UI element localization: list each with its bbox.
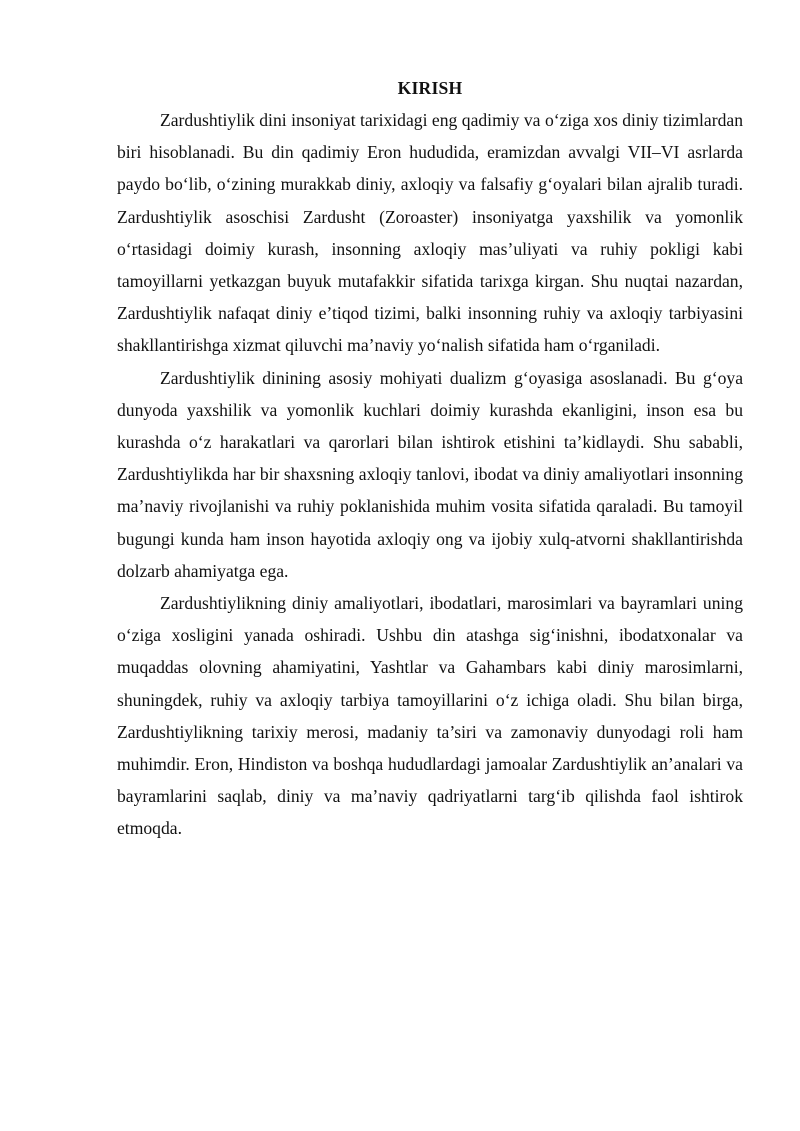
page-title: KIRISH	[397, 78, 463, 98]
paragraph-2: Zardushtiylik dinining asosiy mohiyati dualizm g‘oyasiga asoslanadi. Bu g‘oya dunyoda yaxshilik va yomonlik kuchlari doimiy kurashda ekanligini, inson esa bu kurashda o‘z harakatlari va qarorlari bilan ishtirok etishini ta’kidlaydi. Shu sababli, Zardushtiylikda har bir shaxsning axloqiy tanlovi, ibodat va diniy amaliyotlari insonning ma’naviy rivojlanishi va ruhiy poklanishida muhim vosita sifatida qaraladi. Bu tamoyil bugungi kunda ham inson hayotida axloqiy ong va ijobiy xulq-atvorni shakllantirishda dolzarb ahamiyatga ega.	[117, 367, 743, 581]
paragraph-1: Zardushtiylik dini insoniyat tarixidagi eng qadimiy va o‘ziga xos diniy tizimlardan biri hisoblanadi. Bu din qadimiy Eron hududida, eramizdan avvalgi VII–VI asrlarda paydo bo‘lib, o‘zining murakkab diniy, axloqiy va falsafiy g‘oyalari bilan ajralib turadi. Zardushtiylik asoschisi Zardusht (Zoroaster) insoniyatga yaxshilik va yomonlik o‘rtasidagi doimiy kurash, insonning axloqiy mas’uliyati va ruhiy pokligi kabi tamoyillarni yetkazgan buyuk mutafakkir sifatida tarixga kirgan. Shu nuqtai nazardan, Zardushtiylik nafaqat diniy e’tiqod tizimi, balki insonning ruhiy va axloqiy tarbiyasini shakllantirishga xizmat qiluvchi ma’naviy yo‘nalish sifatida ham o‘rganiladi.	[117, 110, 743, 356]
document-body	[117, 72, 743, 845]
paragraph-3: Zardushtiylikning diniy amaliyotlari, ibodatlari, marosimlari va bayramlari uning o‘ziga xosligini yanada oshiradi. Ushbu din atashga sig‘inishni, ibodatxonalar va muqaddas olovning ahamiyatini, Yashtlar va Gahambars kabi diniy marosimlarni, shuningdek, ruhiy va axloqiy tarbiya tamoyillarini o‘z ichiga oladi. Shu bilan birga, Zardushtiylikning tarixiy merosi, madaniy ta’siri va zamonaviy dunyodagi roli ham muhimdir. Eron, Hindiston va boshqa hududlardagi jamoalar Zardushtiylik an’analari va bayramlarini saqlab, diniy va ma’naviy qadriyatlarni targ‘ib qilishda faol ishtirok etmoqda.	[117, 593, 743, 839]
